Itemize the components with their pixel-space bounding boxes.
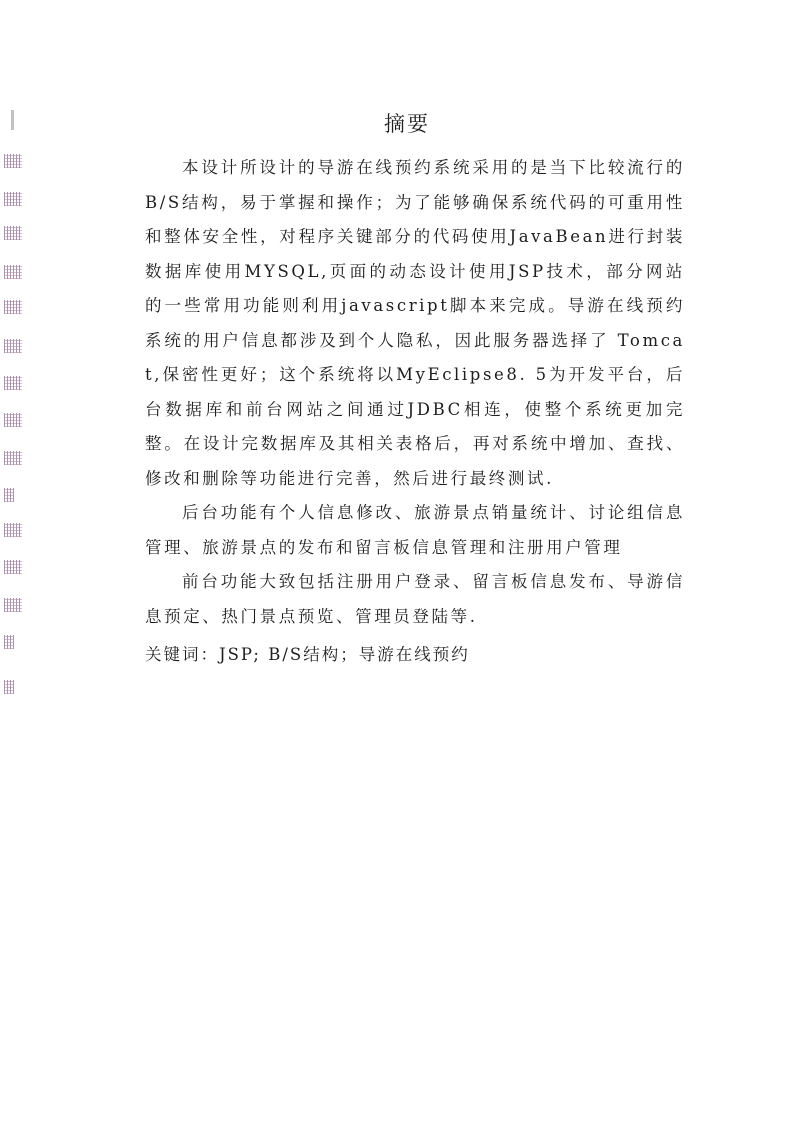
margin-mark (4, 488, 14, 502)
margin-mark (4, 413, 22, 427)
margin-mark (4, 226, 22, 240)
margin-mark (4, 598, 22, 612)
margin-mark (4, 560, 22, 574)
margin-mark (4, 265, 22, 279)
margin-mark (4, 451, 22, 465)
margin-mark (4, 680, 14, 694)
margin-mark (4, 154, 22, 168)
margin-mark (4, 339, 22, 353)
margin-mark (4, 300, 22, 314)
abstract-body (145, 151, 685, 673)
abstract-paragraph: 后台功能有个人信息修改、旅游景点销量统计、讨论组信息管理、旅游景点的发布和留言板信息管理和注册用户管理 (145, 503, 685, 557)
margin-mark (4, 635, 14, 649)
abstract-paragraph: 前台功能大致包括注册用户登录、留言板信息发布、导游信息预定、热门景点预览、管理员登陆等. (145, 572, 685, 626)
margin-mark (4, 523, 22, 537)
abstract-title: 摘要 (384, 112, 430, 136)
abstract-paragraph: 本设计所设计的导游在线预约系统采用的是当下比较流行的B/S结构，易于掌握和操作；为了能够确保系统代码的可重用性和整体安全性，对程序关键部分的代码使用JavaBean进行封装数据库使用MYSQL,页面的动态设计使用JSP技术，部分网站的一些常用功能则利用javascript脚本来完成。导游在线预约系统的用户信息都涉及到个人隐私，因此服务器选择了 Tomcat,保密性更好；这个系统将以MyEclipse8. 5为开发平台，后台数据库和前台网站之间通过JDBC相连，使整个系统更加完整。在设计完数据库及其相关表格后，再对系统中增加、查找、修改和删除等功能进行完善，然后进行最终测试. (145, 158, 685, 488)
margin-mark (4, 376, 22, 390)
margin-mark (4, 192, 22, 206)
keywords-line: 关键词：JSP; B/S结构；导游在线预约 (145, 645, 470, 664)
